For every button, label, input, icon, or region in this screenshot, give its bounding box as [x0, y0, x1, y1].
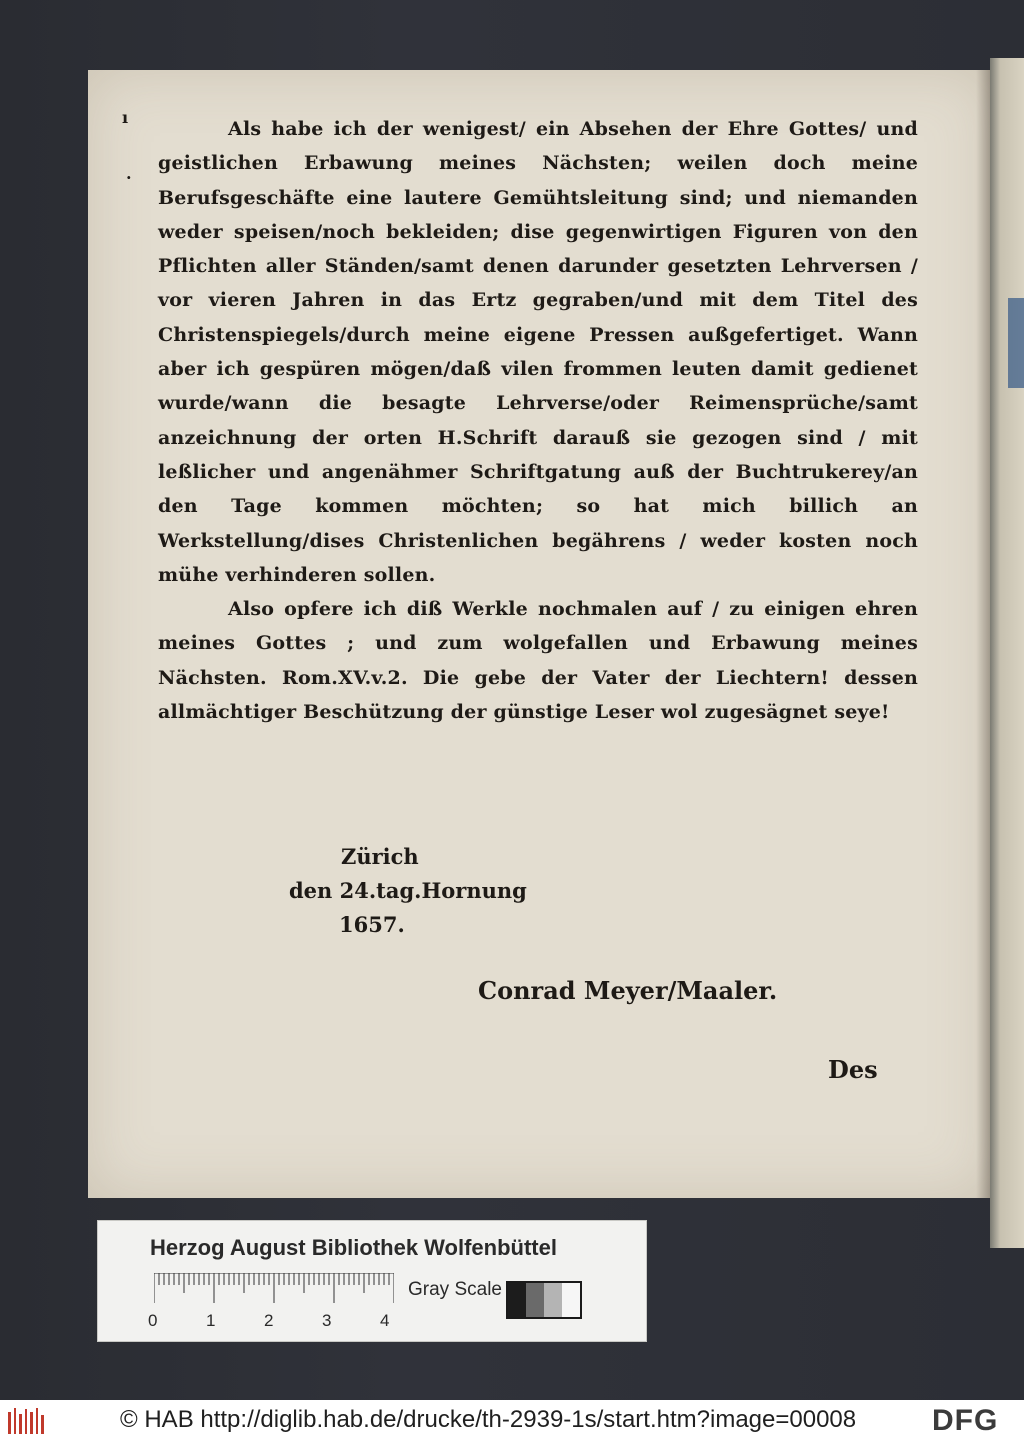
gray-swatch [544, 1283, 562, 1317]
next-page-edge [990, 58, 1024, 1248]
gray-swatch [526, 1283, 544, 1317]
margin-mark: ı [122, 108, 129, 127]
place-name: Zürich [341, 844, 419, 869]
margin-mark: · [126, 168, 132, 187]
page-marker-tab [1008, 298, 1024, 388]
dateline [289, 840, 527, 942]
signature: Conrad Meyer/Maaler. [478, 976, 778, 1005]
paragraph-2: Also opfere ich diß Werkle nochmalen auf / zu einigen ehren meines Gottes ; und zum wolgefallen und Erbawung meines Nächsten. Rom.XV.v.2. Die gebe der Vater der Liechtern! dessen allmächtiger Beschützung der günstige Leser wol zugesägnet seye! [158, 598, 918, 724]
ruler-number: 1 [206, 1311, 216, 1330]
source-link[interactable]: © HAB http://diglib.hab.de/drucke/th-2939-1s/start.htm?image=00008 [120, 1406, 857, 1433]
gray-swatch [562, 1283, 580, 1317]
footer-bar [0, 1400, 1024, 1442]
catchword: Des [828, 1055, 878, 1084]
book-page [88, 70, 990, 1198]
ruler-scale [154, 1273, 394, 1313]
ruler-number: 2 [264, 1311, 274, 1330]
year-line: 1657. [339, 912, 405, 937]
ruler-number: 3 [322, 1311, 332, 1330]
library-color-card [97, 1220, 647, 1342]
page-gutter-shadow [976, 70, 990, 1198]
ruler-number: 4 [380, 1311, 390, 1330]
barcode-icon [6, 1406, 46, 1436]
dfg-logo: DFG [932, 1404, 999, 1437]
gray-swatch [508, 1283, 526, 1317]
ruler-number: 0 [148, 1311, 158, 1330]
paragraph-1: Als habe ich der wenigest/ ein Absehen der Ehre Gottes/ und geistlichen Erbawung meines Nächsten; weilen doch meine Berufsgeschäfte eine lautere Gemühtsleitung sind; und niemanden weder speisen/noch bekleiden; dise gegenwirtigen Figuren von den Pflichten aller Ständen/samt denen darunder gesetzten Lehrversen / vor vieren Jahren in das Ertz gegraben/und mit dem Titel des Christenspiegels/durch meine eigene Pressen außgefertiget. Wann aber ich gespüren mögen/daß vilen frommen leuten damit gedienet wurde/wann die besagte Lehrverse/oder Reimensprüche/samt anzeichnung der orten H.Schrift darauß sie gezogen sind / mit leßlicher und angenähmer Schriftgatung auß der Buchtrukerey/an den Tage kommen möchten; so hat mich billich an Werkstellung/dises Christenlichen begährens / weder kosten noch mühe verhinderen sollen. [158, 118, 918, 586]
gray-scale-swatches [506, 1281, 582, 1319]
library-name: Herzog August Bibliothek Wolfenbüttel [150, 1235, 557, 1260]
date-line: den 24.tag.Hornung [289, 878, 527, 903]
gray-scale-label: Gray Scale [408, 1279, 502, 1300]
body-text [158, 112, 918, 729]
